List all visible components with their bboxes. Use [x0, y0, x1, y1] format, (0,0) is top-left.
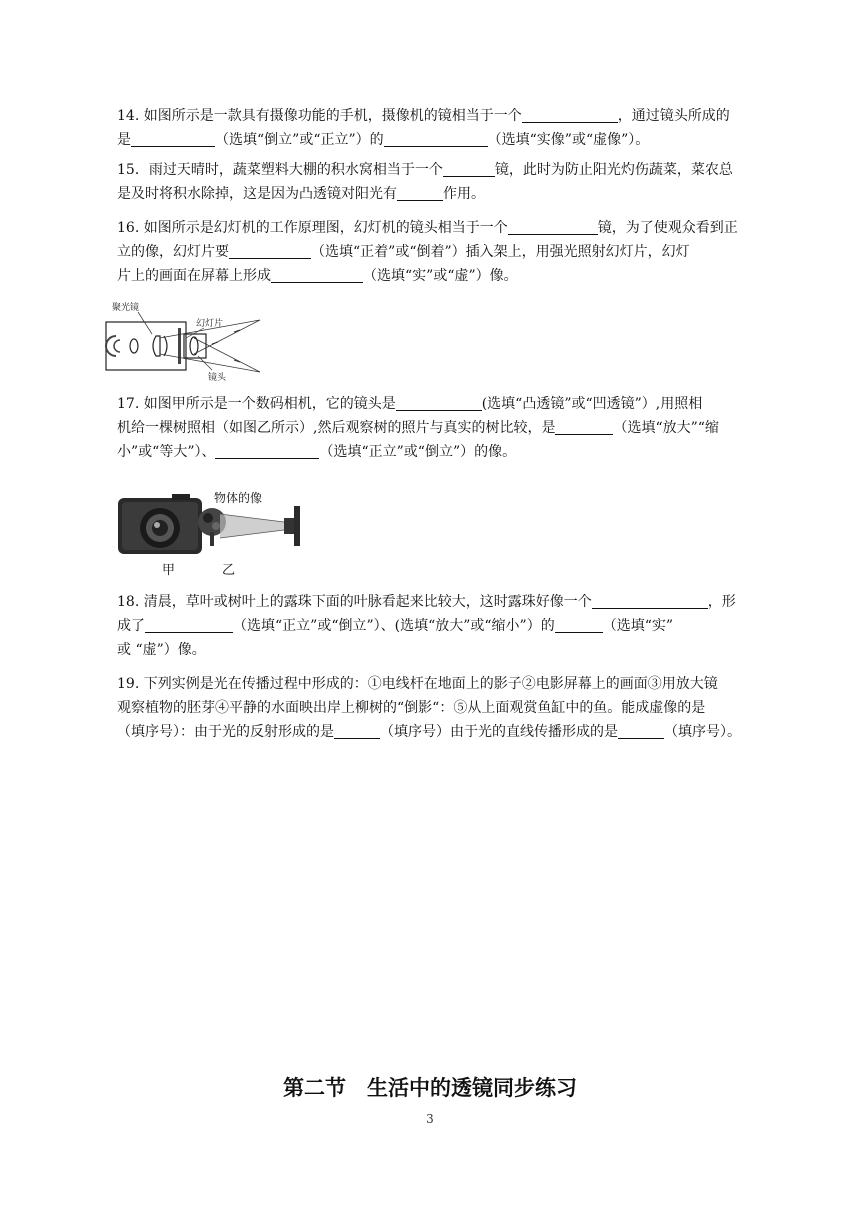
- q17-text-1a: 17. 如图甲所示是一个数码相机，它的镜头是: [117, 396, 396, 412]
- q15-blank-1[interactable]: [443, 160, 495, 177]
- q15-line-2: [117, 182, 761, 206]
- q16-line-3: [117, 264, 761, 288]
- q17-line-2: [117, 416, 761, 440]
- q17-blank-3[interactable]: [215, 442, 319, 459]
- question-14: [117, 104, 761, 152]
- q19-blank-2[interactable]: [618, 722, 664, 739]
- label-condenser: 聚光镜: [112, 303, 140, 313]
- q16-blank-1[interactable]: [508, 218, 598, 235]
- q17-blank-1[interactable]: [396, 394, 482, 411]
- q15-text-1b: 镜，此时为防止阳光灼伤蔬菜，菜农总: [494, 162, 733, 178]
- q17-text-2b: （选填“放大”“缩: [613, 420, 719, 436]
- q14-text-2b: （选填“倒立”或“正立”）的: [215, 132, 384, 148]
- q16-blank-2[interactable]: [229, 242, 311, 259]
- q18-text-1b: ，形: [707, 594, 736, 610]
- label-lens: 镜头: [208, 373, 227, 383]
- question-17: [117, 392, 761, 464]
- q18-text-3a: 或 “虚”）像。: [117, 642, 206, 658]
- q14-blank-3[interactable]: [384, 130, 488, 147]
- q17-line-3: [117, 440, 761, 464]
- q14-text-1b: ，通过镜头所成的: [617, 108, 730, 124]
- q18-text-2b: （选填“正立”或“倒立”）、(选填“放大”或“缩小”）的: [233, 618, 555, 634]
- q16-line-1: [117, 216, 761, 240]
- q16-text-2b: （选填“正着”或“倒着”）插入架上，用强光照射幻灯片，幻灯: [311, 244, 690, 260]
- q16-text-1a: 16. 如图所示是幻灯机的工作原理图，幻灯机的镜头相当于一个: [117, 220, 508, 236]
- q17-text-2a: 机给一棵树照相（如图乙所示）,然后观察树的照片与真实的树比较，是: [117, 420, 556, 436]
- q17-text-3b: （选填“正立”或“倒立”）的像。: [319, 444, 517, 460]
- q15-text-1a: 15．雨过天晴时，蔬菜塑料大棚的积水窝相当于一个: [117, 162, 443, 178]
- q14-text-2a: 是: [117, 132, 131, 148]
- question-18: [117, 590, 761, 662]
- label-figure-a: 甲: [162, 563, 176, 578]
- q18-text-1a: 18. 清晨，草叶或树叶上的露珠下面的叶脉看起来比较大，这时露珠好像一个: [117, 594, 592, 610]
- q16-text-3b: （选填“实”或“虚”）像。: [363, 268, 518, 284]
- q18-line-1: [117, 590, 761, 614]
- question-19: [117, 672, 761, 744]
- question-15: [117, 158, 761, 206]
- page-number: 3: [426, 1112, 434, 1126]
- q18-blank-3[interactable]: [555, 616, 603, 633]
- q15-text-2b: 作用。: [443, 186, 485, 202]
- q14-blank-2[interactable]: [131, 130, 215, 147]
- q17-blank-2[interactable]: [555, 418, 613, 435]
- question-16: [117, 216, 761, 288]
- q19-text-3a: （填序号）：由于光的反射形成的是: [117, 724, 334, 740]
- q16-text-3a: 片上的画面在屏幕上形成: [117, 268, 271, 284]
- projector-diagram: [100, 298, 270, 384]
- label-slide: 幻灯片: [196, 319, 224, 329]
- q14-blank-1[interactable]: [522, 106, 618, 123]
- q16-blank-3[interactable]: [271, 266, 363, 283]
- q16-text-2a: 立的像，幻灯片要: [117, 244, 229, 260]
- q14-text-2c: （选填“实像”或“虚像”）。: [487, 132, 650, 148]
- q15-text-2a: 是及时将积水除掉，这是因为凸透镜对阳光有: [117, 186, 397, 202]
- q16-text-1b: 镜，为了使观众看到正: [597, 220, 738, 236]
- q18-line-3: [117, 638, 761, 662]
- q15-blank-2[interactable]: [397, 184, 443, 201]
- camera-figure: [112, 484, 328, 580]
- q14-text-1a: 14. 如图所示是一款具有摄像功能的手机，摄像机的镜相当于一个: [117, 108, 522, 124]
- section-title: 第二节 生活中的透镜同步练习: [283, 1076, 577, 1100]
- q17-line-1: [117, 392, 761, 416]
- q19-text-3c: （填序号）。: [664, 724, 741, 740]
- q19-text-3b: （填序号）由于光的直线传播形成的是: [380, 724, 618, 740]
- q19-line-1: 19. 下列实例是光在传播过程中形成的：①电线杆在地面上的影子②电影屏幕上的画面③用放大镜: [117, 676, 718, 692]
- q18-text-2a: 成了: [117, 618, 145, 634]
- q15-line-1: [117, 158, 761, 182]
- q18-text-2c: （选填“实”: [602, 618, 674, 634]
- q18-blank-2[interactable]: [145, 616, 233, 633]
- q16-line-2: [117, 240, 761, 264]
- q14-line-1: [117, 104, 761, 128]
- q19-line-2: 观察植物的胚芽④平静的水面映出岸上柳树的“倒影“：⑤从上面观赏鱼缸中的鱼。能成虚像的是: [117, 700, 706, 716]
- q17-text-3a: 小”或“等大”）、: [117, 444, 216, 460]
- label-object-image: 物体的像: [214, 491, 263, 505]
- q18-blank-1[interactable]: [592, 592, 708, 609]
- q19-blank-1[interactable]: [334, 722, 380, 739]
- q17-text-1b: (选填“凸透镜”或“凹透镜”）,用照相: [481, 396, 703, 412]
- q19-line-3: [117, 720, 761, 744]
- q14-line-2: [117, 128, 761, 152]
- q18-line-2: [117, 614, 761, 638]
- label-figure-b: 乙: [222, 563, 236, 578]
